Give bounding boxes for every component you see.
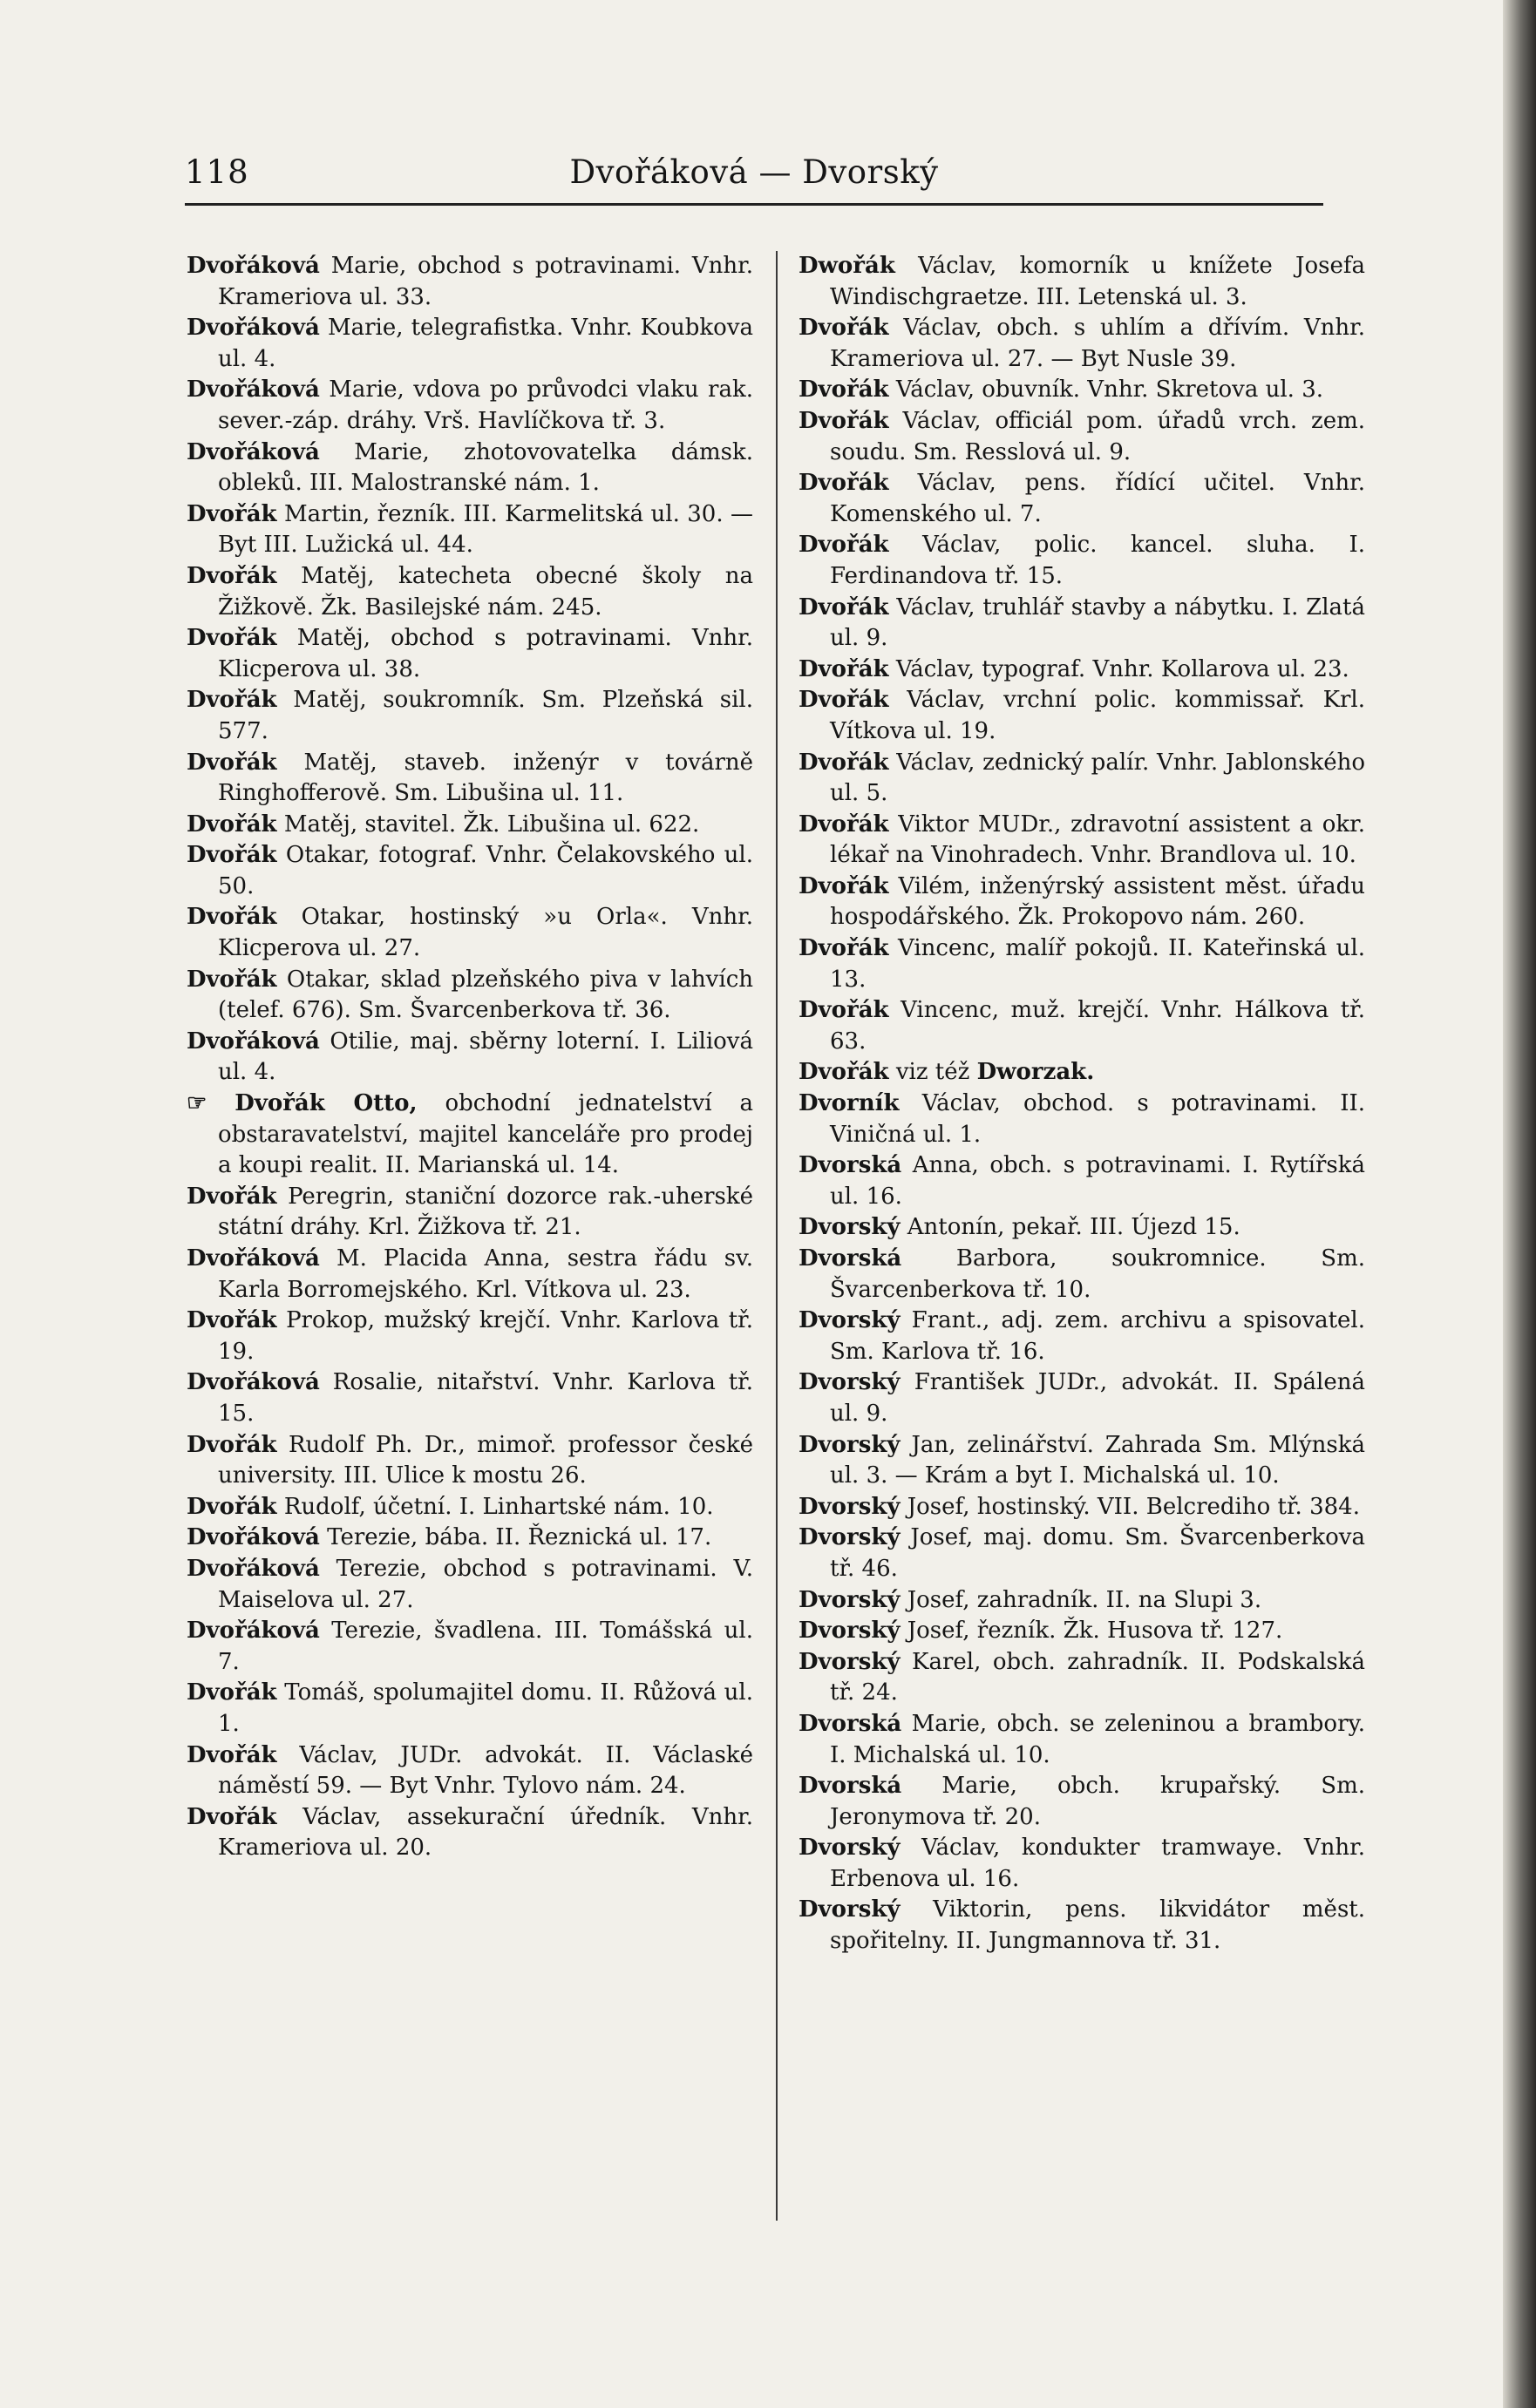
entry-details: Otakar, sklad plzeňského piva v lahvích (telef. 676). Sm. Švarcenberkova tř. 36.	[218, 966, 753, 1024]
entry-surname: Dvorský	[799, 1896, 901, 1923]
directory-entry	[187, 1027, 753, 1089]
entry-details: Anna, obch. s potravinami. I. Rytířská ul. 16.	[830, 1152, 1366, 1210]
directory-entry	[799, 748, 1365, 810]
directory-entry	[799, 313, 1365, 375]
page-title: Dvořáková — Dvorský	[569, 153, 939, 191]
entry-details: Otilie, maj. sběrny loterní. I. Liliová ul. 4.	[218, 1028, 753, 1086]
entry-details: Josef, hostinský. VII. Belcrediho tř. 384.	[907, 1493, 1360, 1520]
entry-surname: Dvořáková	[187, 1618, 320, 1645]
entry-surname: Dvořák	[187, 904, 277, 931]
entry-details: Václav, obch. s uhlím a dřívím. Vnhr. Krameriova ul. 27. — Byt Nusle 39.	[830, 315, 1365, 372]
entry-surname: Dvořák	[799, 655, 889, 682]
entry-surname: Dwořák	[799, 253, 895, 279]
entry-details: Rudolf, účetní. I. Linhartské nám. 10.	[283, 1493, 714, 1520]
running-head	[185, 153, 1323, 206]
entry-details: Vilém, inženýrský assistent měst. úřadu hospodářského. Žk. Prokopovo nám. 260.	[830, 872, 1365, 931]
entry-surname: Dvořák	[799, 872, 889, 899]
entry-surname: Dvorská	[799, 1773, 902, 1800]
entry-surname: Dvořáková	[187, 253, 320, 279]
entry-details: Václav, polic. kancel. sluha. I. Ferdinandova tř. 15.	[830, 532, 1365, 589]
entry-surname: Dvorský	[799, 1307, 901, 1334]
entry-surname: Dvořák	[799, 749, 889, 776]
entry-details: Peregrin, staniční dozorce rak.-uherské státní dráhy. Krl. Žižkova tř. 21.	[218, 1183, 753, 1241]
directory-entry	[799, 685, 1365, 747]
entry-details: Václav, assekurační úředník. Vnhr. Krameriova ul. 20.	[218, 1803, 753, 1862]
directory-entry	[799, 1647, 1365, 1709]
entry-details: Václav, typograf. Vnhr. Kollarova ul. 23.	[895, 655, 1349, 682]
entry-surname: Dvořák	[799, 376, 889, 404]
entry-surname: Dvorský	[799, 1493, 901, 1520]
directory-entry	[187, 810, 753, 841]
directory-entry	[799, 1833, 1365, 1895]
directory-entry	[187, 1523, 753, 1554]
entry-details: Otakar, fotograf. Vnhr. Čelakovského ul. 50.	[218, 842, 754, 899]
entry-details: Terezie, švadlena. III. Tomášská ul. 7.	[218, 1618, 753, 1675]
entry-details: Antonín, pekař. III. Újezd 15.	[907, 1214, 1240, 1241]
directory-entry	[187, 1430, 753, 1492]
entry-surname: Dvorská	[799, 1710, 902, 1737]
entry-details: Otakar, hostinský »u Orla«. Vnhr. Klicperova ul. 27.	[218, 904, 753, 962]
entry-surname: Dvořák	[187, 1741, 277, 1768]
entry-surname: Dvořák	[799, 1059, 889, 1086]
directory-entry	[187, 1616, 753, 1678]
directory-entry	[799, 1895, 1365, 1957]
entry-details: Marie, obch. se zeleninou a brambory. I. Michalská ul. 10.	[830, 1710, 1366, 1768]
entry-surname: Dvořák	[187, 1431, 277, 1458]
left-column	[187, 251, 753, 1864]
column-divider	[776, 251, 778, 2221]
entry-details: Václav, obuvník. Vnhr. Skretova ul. 3.	[895, 376, 1324, 404]
directory-entry	[799, 1089, 1365, 1150]
entry-surname: Dvořák	[799, 811, 889, 838]
entry-details: Terezie, bába. II. Řeznická ul. 17.	[327, 1524, 712, 1551]
entry-surname: Dvořák	[187, 625, 277, 652]
entry-details: Václav, pens. řídící učitel. Vnhr. Komenského ul. 7.	[830, 470, 1365, 527]
directory-entry	[187, 1492, 753, 1523]
directory-entry	[799, 1492, 1365, 1523]
right-column	[799, 251, 1365, 1957]
entry-surname: Dvořák	[187, 842, 277, 869]
directory-entry	[187, 902, 753, 964]
entry-surname: Dvořáková	[187, 1369, 320, 1396]
directory-entry	[799, 1709, 1365, 1771]
directory-entry	[799, 1150, 1365, 1212]
entry-surname: Dvorník	[799, 1090, 900, 1117]
directory-entry	[187, 1740, 753, 1802]
directory-entry	[187, 1554, 753, 1616]
directory-entry	[187, 623, 753, 685]
entry-surname: Dvorský	[799, 1431, 901, 1458]
directory-entry	[187, 375, 753, 437]
entry-details: Martin, řezník. III. Karmelitská ul. 30. — Byt III. Lužická ul. 44.	[218, 500, 753, 559]
entry-details: Marie, telegrafistka. Vnhr. Koubkova ul. 4.	[218, 315, 754, 372]
entry-details: Matěj, staveb. inženýr v továrně Ringhofferově. Sm. Libušina ul. 11.	[218, 749, 754, 807]
entry-details: Josef, maj. domu. Sm. Švarcenberkova tř. 46.	[830, 1524, 1365, 1582]
directory-entry	[799, 1367, 1365, 1429]
entry-details: Frant., adj. zem. archivu a spisovatel. Sm. Karlova tř. 16.	[830, 1307, 1365, 1365]
directory-entry	[799, 1585, 1365, 1617]
directory-entry	[187, 251, 753, 313]
entry-details: viz též	[895, 1059, 970, 1086]
entry-surname: Dvořák	[187, 749, 277, 776]
entry-cross-reference: Dworzak.	[976, 1059, 1095, 1086]
entry-surname: Dvořák	[799, 315, 889, 342]
directory-entry	[187, 1367, 753, 1429]
entry-surname: Dvorský	[799, 1524, 901, 1551]
entry-details: Vincenc, muž. krejčí. Vnhr. Hálkova tř. 63.	[830, 997, 1366, 1055]
directory-entry	[187, 313, 753, 375]
entry-details: Karel, obch. zahradník. II. Podskalská tř. 24.	[830, 1648, 1366, 1706]
directory-entry	[799, 1430, 1365, 1492]
page-number: 118	[185, 153, 249, 191]
entry-details: Václav, obchod. s potravinami. II. Viničná ul. 1.	[830, 1090, 1366, 1148]
entry-details: Marie, zhotovovatelka dámsk. obleků. III. Malostranské nám. 1.	[218, 438, 753, 497]
entry-details: Václav, zednický palír. Vnhr. Jablonského ul. 5.	[830, 749, 1366, 807]
directory-entry	[187, 965, 753, 1027]
entry-details: Matěj, soukromník. Sm. Plzeňská sil. 577.	[218, 687, 753, 744]
entry-surname: Dvořáková	[187, 438, 320, 465]
entry-surname: Dvořák	[187, 1183, 277, 1210]
directory-entry	[799, 468, 1365, 530]
directory-entry	[799, 1057, 1365, 1089]
entry-surname: Dvořáková	[187, 1245, 320, 1272]
entry-surname: Dvořák	[187, 966, 277, 993]
entry-surname: Dvořák	[187, 1307, 277, 1334]
entry-details: Prokop, mužský krejčí. Vnhr. Karlova tř. 19.	[218, 1307, 753, 1365]
entry-details: Matěj, katecheta obecné školy na Žižkově. Žk. Basilejské nám. 245.	[218, 562, 753, 621]
entry-surname: Dvořák	[187, 687, 277, 714]
entry-surname: Dvořák	[187, 1803, 277, 1830]
directory-entry	[187, 1802, 753, 1864]
entry-surname: Dvořák	[187, 500, 277, 527]
entry-details: Václav, komorník u knížete Josefa Windischgraetze. III. Letenská ul. 3.	[830, 253, 1365, 310]
entry-details: Marie, obchod s potravinami. Vnhr. Krameriova ul. 33.	[218, 253, 753, 310]
entry-details: Josef, řezník. Žk. Husova tř. 127.	[907, 1618, 1283, 1645]
entry-surname: Dvořák	[799, 407, 889, 434]
directory-entry	[799, 1616, 1365, 1647]
entry-details: Václav, officiál pom. úřadů vrch. zem. soudu. Sm. Resslová ul. 9.	[830, 407, 1365, 465]
directory-entry	[187, 748, 753, 810]
entry-surname: Dvorský	[799, 1835, 901, 1862]
entry-surname: Dvořáková	[187, 1028, 320, 1055]
directory-entry	[187, 1306, 753, 1367]
entry-details: obchodní jednatelství a obstaravatelství, majitel kanceláře pro prodej a koupi realit. II. Marianská ul. 14.	[218, 1090, 753, 1179]
entry-details: Barbora, soukromnice. Sm. Švarcenberkova tř. 10.	[830, 1245, 1366, 1303]
entry-surname: Dvořák	[799, 594, 889, 621]
entry-details: Václav, kondukter tramwaye. Vnhr. Erbenova ul. 16.	[830, 1835, 1365, 1892]
entry-details: Václav, JUDr. advokát. II. Václaské náměstí 59. — Byt Vnhr. Tylovo nám. 24.	[218, 1741, 753, 1800]
pointing-hand-icon: ☞	[187, 1090, 207, 1117]
entry-details: Josef, zahradník. II. na Slupi 3.	[907, 1586, 1262, 1613]
entry-surname: Dvorský	[799, 1369, 901, 1396]
page-edge-shadow	[1503, 0, 1536, 2408]
entry-surname: Dvorská	[799, 1152, 902, 1179]
directory-entry	[799, 375, 1365, 406]
header-rule	[185, 203, 1323, 206]
entry-details: Marie, vdova po průvodci vlaku rak. sever.-záp. dráhy. Vrš. Havlíčkova tř. 3.	[218, 376, 753, 434]
directory-entry	[799, 1244, 1365, 1306]
entry-details: Václav, truhlář stavby a nábytku. I. Zlatá ul. 9.	[830, 594, 1366, 652]
entry-surname: Dvořáková	[187, 376, 320, 404]
directory-entry	[799, 593, 1365, 655]
directory-entry	[799, 530, 1365, 592]
directory-entry	[187, 685, 753, 747]
entry-surname: Dvořák	[187, 1493, 277, 1520]
directory-entry	[187, 499, 753, 561]
directory-entry	[799, 1306, 1365, 1367]
entry-surname: Dvořák	[799, 470, 889, 497]
entry-surname: Dvořák	[799, 532, 889, 559]
entry-details: Jan, zelinářství. Zahrada Sm. Mlýnská ul. 3. — Krám a byt I. Michalská ul. 10.	[830, 1431, 1366, 1489]
directory-entry	[187, 1678, 753, 1740]
directory-entry	[187, 1089, 753, 1182]
entry-details: Terezie, obchod s potravinami. V. Maiselova ul. 27.	[218, 1555, 753, 1613]
directory-entry	[187, 438, 753, 499]
entry-surname: Dvorský	[799, 1648, 901, 1675]
entry-details: Viktor MUDr., zdravotní assistent a okr. lékař na Vinohradech. Vnhr. Brandlova ul. 10.	[830, 811, 1365, 869]
entry-details: Rosalie, nitařství. Vnhr. Karlova tř. 15.	[218, 1369, 754, 1427]
directory-entry	[187, 1182, 753, 1244]
entry-details: Rudolf Ph. Dr., mimoř. professor české university. III. Ulice k mostu 26.	[218, 1431, 754, 1489]
directory-entry	[187, 1244, 753, 1306]
entry-details: M. Placida Anna, sestra řádu sv. Karla Borromejského. Krl. Vítkova ul. 23.	[218, 1245, 753, 1303]
entry-surname: Dvorská	[799, 1245, 902, 1272]
directory-entry	[799, 251, 1365, 313]
directory-entry	[799, 1771, 1365, 1833]
entry-details: Vincenc, malíř pokojů. II. Kateřinská ul. 13.	[830, 935, 1365, 993]
entry-surname: Dvořák	[799, 997, 889, 1024]
entry-surname: Dvořáková	[187, 315, 320, 342]
entry-details: Viktorin, pens. likvidátor měst. spořitelny. II. Jungmannova tř. 31.	[830, 1896, 1365, 1955]
entry-surname: Dvořák	[187, 562, 277, 589]
entry-surname: Dvořák	[187, 1679, 277, 1706]
entry-details: František JUDr., advokát. II. Spálená ul. 9.	[830, 1369, 1366, 1427]
entry-surname: Dvorský	[799, 1586, 901, 1613]
entry-surname: Dvořák	[799, 935, 889, 962]
directory-entry	[799, 995, 1365, 1057]
directory-entry	[799, 1212, 1365, 1244]
entry-surname: Dvořáková	[187, 1524, 320, 1551]
directory-entry	[187, 840, 753, 902]
entry-surname: Dvořák	[187, 811, 277, 838]
entry-details: Václav, vrchní polic. kommissař. Krl. Vítkova ul. 19.	[830, 687, 1366, 744]
entry-surname: Dvořák	[799, 687, 889, 714]
directory-entry	[799, 655, 1365, 686]
directory-entry	[799, 933, 1365, 995]
directory-entry	[799, 406, 1365, 468]
entry-details: Tomáš, spolumajitel domu. II. Růžová ul. 1.	[218, 1679, 754, 1737]
directory-entry	[187, 561, 753, 623]
entry-surname: Dvorský	[799, 1214, 901, 1241]
entry-details: Marie, obch. krupařský. Sm. Jeronymova tř. 20.	[830, 1773, 1366, 1830]
directory-entry	[799, 872, 1365, 933]
directory-entry	[799, 1523, 1365, 1584]
entry-surname: Dvořák Otto,	[234, 1090, 418, 1117]
entry-details: Matěj, obchod s potravinami. Vnhr. Klicperova ul. 38.	[218, 625, 754, 682]
entry-surname: Dvořáková	[187, 1555, 320, 1582]
entry-details: Matěj, stavitel. Žk. Libušina ul. 622.	[283, 811, 700, 838]
directory-entry	[799, 810, 1365, 872]
entry-surname: Dvorský	[799, 1618, 901, 1645]
